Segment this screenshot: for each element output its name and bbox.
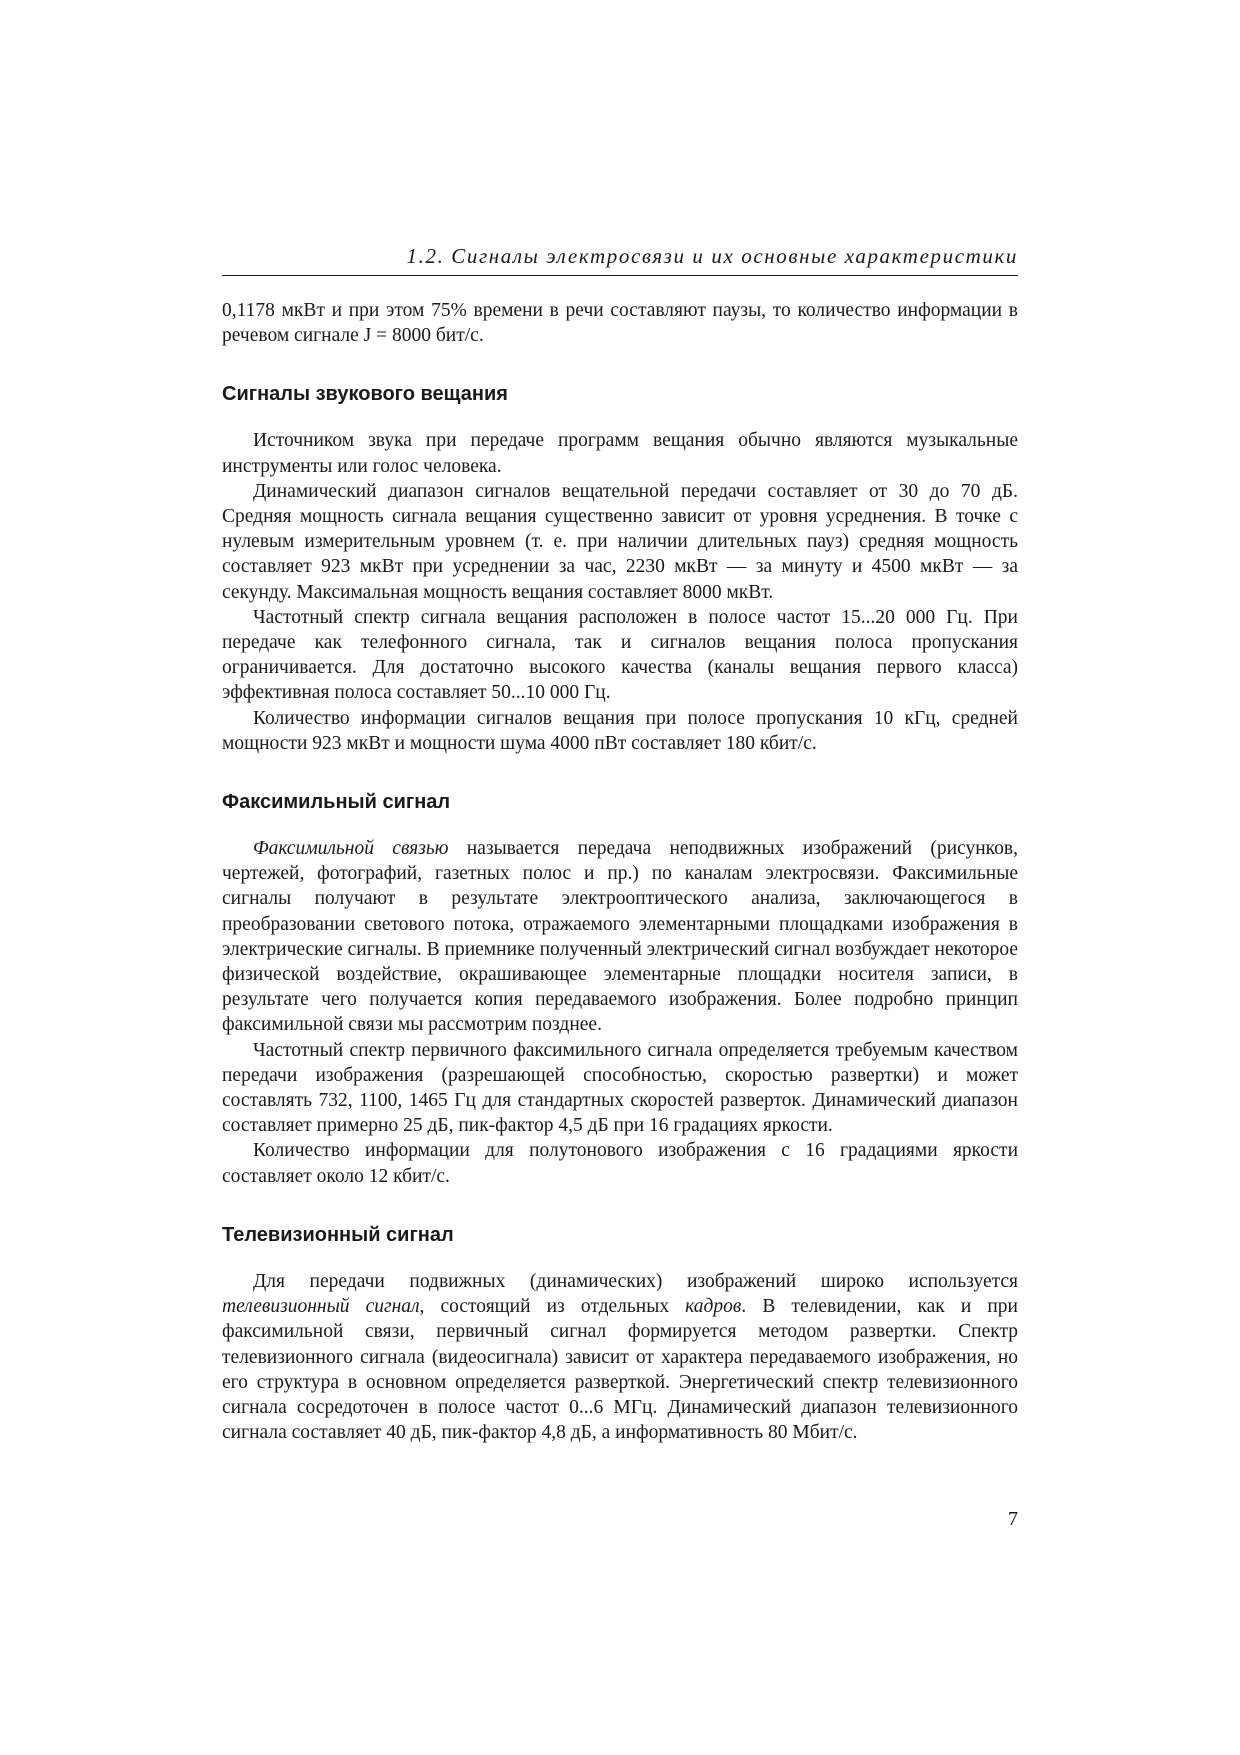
paragraph: Источником звука при передаче программ вещания обычно являются музыкальные инструменты или голос человека.: [222, 430, 1018, 477]
paragraph: Количество информации сигналов вещания при полосе пропускания 10 кГц, средней мощности 923 мкВт и мощности шума 4000 пВт составляет 180 кбит/с.: [222, 707, 1018, 754]
section-heading-facsimile: Факсимильный сигнал: [222, 791, 451, 814]
paragraph: Частотный спектр первичного факсимильного сигнала определяется требуемым качеством передачи изображения (разрешающей способностью, скоростью развертки) и может составлять 732, 1100, 1465 Гц для стандартных скоростей разверток. Динамический диапазон составляет примерно 25 дБ, пик-фактор 4,5 дБ при 16 градациях яркости.: [222, 1039, 1018, 1137]
section-heading-broadcast: Сигналы звукового вещания: [222, 383, 508, 406]
paragraph: Количество информации для полутонового изображения с 16 градациями яркости составляет около 12 кбит/с.: [222, 1140, 1018, 1187]
paragraph-facsimile-definition: [222, 836, 1018, 1038]
term-facsimile: Факсимильной связью: [253, 838, 449, 860]
term-frames: кадров: [685, 1296, 742, 1318]
paragraph-text: Для передачи подвижных (динамических) изображений широко используется: [253, 1270, 1018, 1292]
paragraph-text: . В телевидении, как и при факсимильной связи, первичный сигнал формируется методом развертки. Спектр телевизионного сигнала (видеосигнала) зависит от характера передаваемого изображения, но его структура в основном определяется разверткой. Энергетический спектр телевизионного сигнала сосредоточен в полосе частот 0...6 МГц. Динамический диапазон телевизионного сигнала составляет 40 дБ, пик-фактор 4,8 дБ, а информативность 80 Мбит/с.: [222, 1296, 1018, 1444]
page-number: 7: [1008, 1508, 1018, 1530]
term-tv-signal: телевизионный сигнал: [222, 1296, 420, 1318]
paragraph: Частотный спектр сигнала вещания расположен в полосе частот 15...20 000 Гц. При передаче как телефонного сигнала, так и сигналов вещания полоса пропускания ограничивается. Для достаточно высокого качества (каналы вещания первого класса) эффективная полоса составляет 50...10 000 Гц.: [222, 606, 1018, 704]
running-header: 1.2. Сигналы электросвязи и их основные характеристики: [222, 242, 1018, 276]
paragraph-text: называется передача неподвижных изображений (рисунков, чертежей, фотографий, газетных полос и пр.) по каналам электросвязи. Факсимильные сигналы получают в результате электрооптического анализа, заключающегося в преобразовании светового потока, отражаемого элементарными площадками изображения в электрические сигналы. В приемнике полученный электрический сигнал возбуждает некоторое физической воздействие, окрашивающее элементарные площадки носителя записи, в результате чего получается копия передаваемого изображения. Более подробно принцип факсимильной связи мы рассмотрим позднее.: [222, 838, 1018, 1036]
paragraph-text: , состоящий из отдельных: [419, 1296, 686, 1318]
paragraph: Динамический диапазон сигналов вещательной передачи составляет от 30 до 70 дБ. Средняя мощность сигнала вещания существенно зависит от уровня усреднения. В точке с нулевым измерительным уровнем (т. е. при наличии длительных пауз) средняя мощность составляет 923 мкВт при усреднении за час, 2230 мкВт — за минуту и 4500 мкВт — за секунду. Максимальная мощность вещания составляет 8000 мкВт.: [222, 480, 1018, 603]
page-content: [222, 298, 1018, 1445]
intro-paragraph: 0,1178 мкВт и при этом 75% времени в речи составляют паузы, то количество информации в речевом сигнале J = 8000 бит/с.: [222, 300, 1018, 347]
paragraph-television: [222, 1269, 1018, 1445]
section-heading-television: Телевизионный сигнал: [222, 1223, 454, 1246]
page-body: [222, 242, 1018, 1445]
